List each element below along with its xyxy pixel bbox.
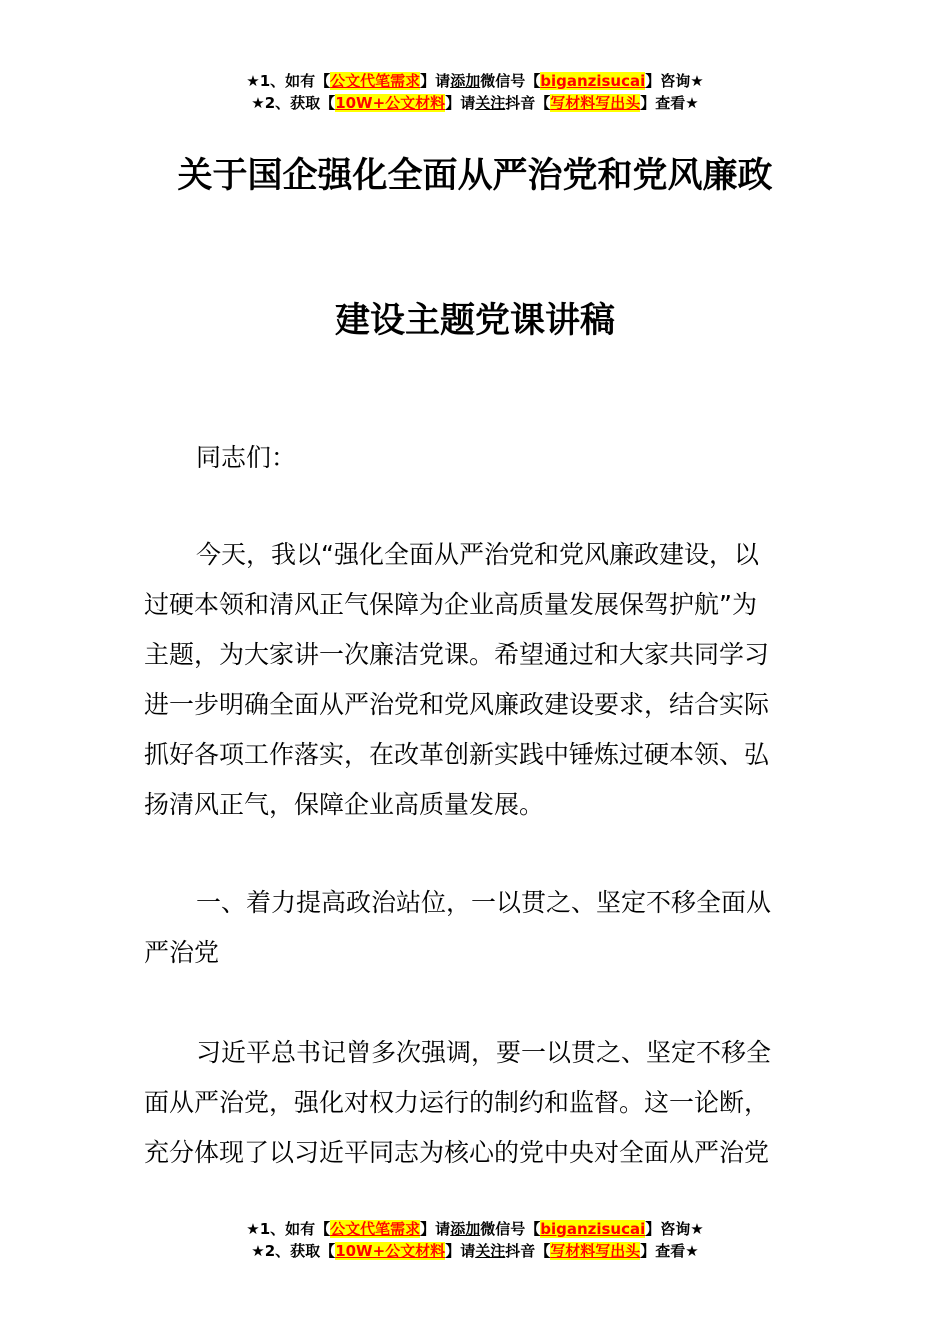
promo-text: 】查看★ xyxy=(640,1242,699,1260)
promo-text: ★1、如有【 xyxy=(246,1220,331,1238)
section-heading-1 xyxy=(144,878,808,978)
promo-highlight: 10W+公文材料 xyxy=(335,94,446,112)
text-line: 充分体现了以习近平同志为核心的党中央对全面从严治党 xyxy=(144,1138,770,1167)
promo-text: 】请 xyxy=(420,1220,451,1238)
promo-douyin-id: 写材料写出头 xyxy=(550,94,641,112)
promo-text: 】请 xyxy=(445,1242,476,1260)
promo-line-1 xyxy=(0,1218,950,1240)
promo-line-2 xyxy=(0,92,950,114)
promo-text: 】请 xyxy=(420,72,451,90)
promo-text: 抖音【 xyxy=(505,1242,551,1260)
salutation xyxy=(144,433,808,483)
promo-highlight: 公文代笔需求 xyxy=(330,1220,421,1238)
promo-douyin-id: 写材料写出头 xyxy=(550,1242,641,1260)
promo-highlight: 公文代笔需求 xyxy=(330,72,421,90)
promo-emphasis: 添加 xyxy=(450,72,481,90)
promo-text: 微信号【 xyxy=(480,72,541,90)
text-line: 主题，为大家讲一次廉洁党课。希望通过和大家共同学习 xyxy=(144,640,770,669)
text-line: 进一步明确全面从严治党和党风廉政建设要求，结合实际 xyxy=(144,690,770,719)
promo-text: 微信号【 xyxy=(480,1220,541,1238)
promo-text: 】查看★ xyxy=(640,94,699,112)
paragraph-section-1 xyxy=(144,1028,808,1178)
document-title-line-1: 关于国企强化全面从严治党和党风廉政 xyxy=(177,156,773,196)
text-line: 抓好各项工作落实，在改革创新实践中锤炼过硬本领、弘 xyxy=(144,740,770,769)
salutation-text: 同志们： xyxy=(196,443,297,472)
heading-line: 严治党 xyxy=(144,938,220,967)
promo-text: ★2、获取【 xyxy=(251,94,336,112)
promo-text: 】咨询★ xyxy=(645,1220,704,1238)
promo-wechat-id: biganzisucai xyxy=(540,72,646,90)
document-title-line-2: 建设主题党课讲稿 xyxy=(334,301,615,341)
promo-highlight: 10W+公文材料 xyxy=(335,1242,446,1260)
promo-text: 】请 xyxy=(445,94,476,112)
promo-emphasis: 添加 xyxy=(450,1220,481,1238)
paragraph-intro xyxy=(144,530,808,830)
promo-text: 】咨询★ xyxy=(645,72,704,90)
text-line: 扬清风正气，保障企业高质量发展。 xyxy=(144,790,545,819)
promo-text: ★1、如有【 xyxy=(246,72,331,90)
promo-banner-bottom xyxy=(0,1218,950,1262)
text-line: 面从严治党，强化对权力运行的制约和监督。这一论断， xyxy=(144,1088,770,1117)
promo-line-2 xyxy=(0,1240,950,1262)
text-line: 今天，我以“强化全面从严治党和党风廉政建设，以 xyxy=(196,540,759,569)
heading-line: 一、着力提高政治站位，一以贯之、坚定不移全面从 xyxy=(196,888,772,917)
promo-emphasis: 关注 xyxy=(475,94,506,112)
promo-wechat-id: biganzisucai xyxy=(540,1220,646,1238)
text-line: 过硬本领和清风正气保障为企业高质量发展保驾护航”为 xyxy=(144,590,757,619)
promo-emphasis: 关注 xyxy=(475,1242,506,1260)
text-line: 习近平总书记曾多次强调，要一以贯之、坚定不移全 xyxy=(196,1038,772,1067)
promo-text: 抖音【 xyxy=(505,94,551,112)
promo-line-1 xyxy=(0,70,950,92)
promo-text: ★2、获取【 xyxy=(251,1242,336,1260)
promo-banner-top xyxy=(0,70,950,114)
